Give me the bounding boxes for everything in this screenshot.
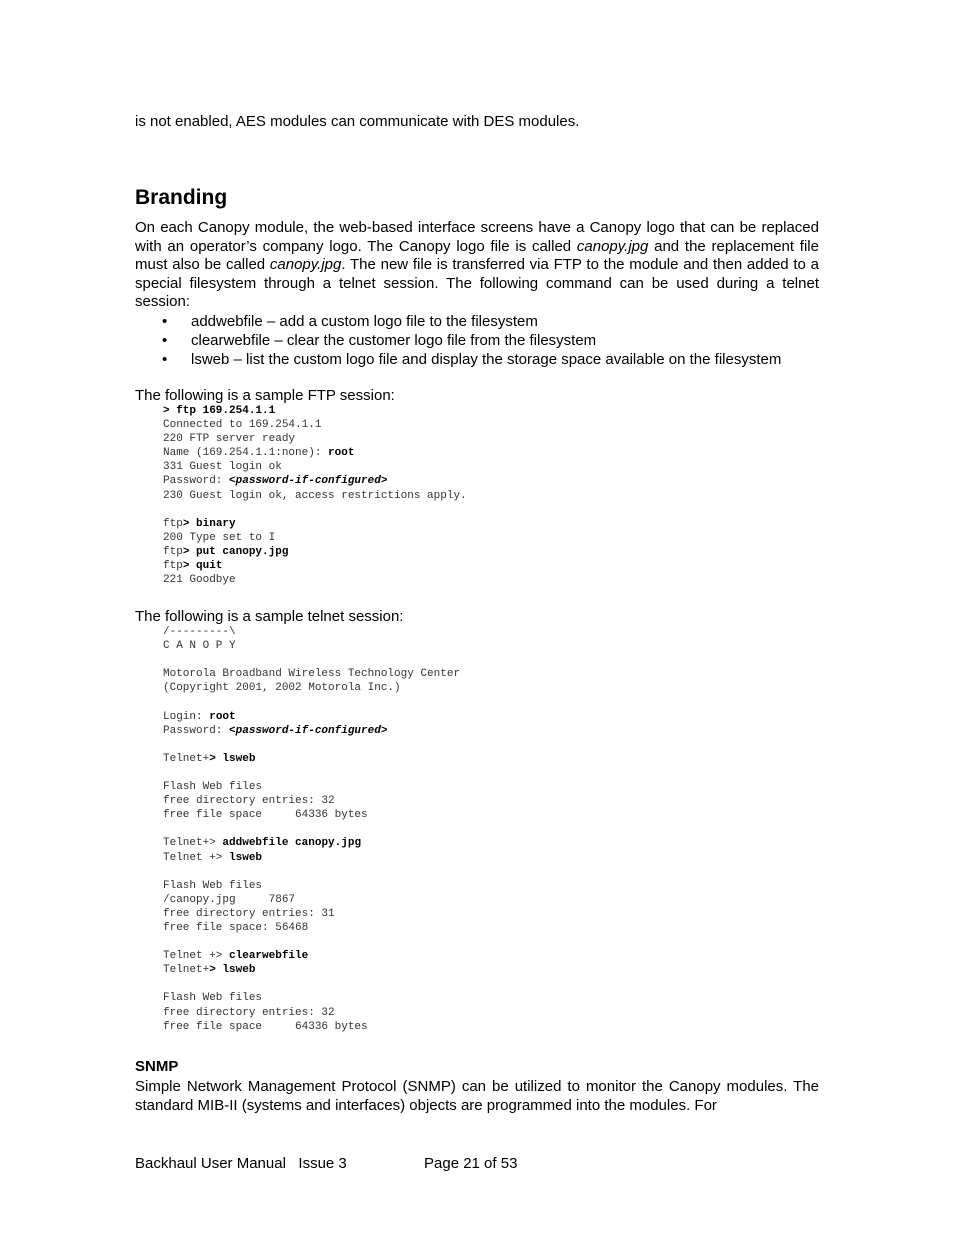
- code-output: Flash Web files: [163, 781, 263, 794]
- code-output: free directory entries: 32: [163, 1006, 335, 1019]
- footer-page-number: Page 21 of 53: [424, 1155, 518, 1172]
- code-output: Flash Web files: [163, 992, 263, 1005]
- code-command: root: [209, 710, 236, 723]
- code-command: > ftp 169.254.1.1: [163, 405, 276, 417]
- code-prompt: ftp: [163, 517, 183, 530]
- code-prompt: Telnet+>: [163, 837, 223, 850]
- list-item-text: lsweb – list the custom logo file and display the storage space available on the filesystem: [191, 351, 782, 368]
- ftp-session-lead: The following is a sample FTP session:: [135, 387, 395, 404]
- code-output: free file space 64336 bytes: [163, 809, 368, 822]
- list-item-text: addwebfile – add a custom logo file to the filesystem: [191, 313, 538, 330]
- branding-text-2: and the replacement file must also be called: [135, 237, 819, 274]
- branding-text-3: . The new file is transferred via FTP to the module and then added to a special filesystem through a telnet session. The following command can be used during a telnet session:: [135, 256, 819, 311]
- code-output: free file space: 56468: [163, 921, 309, 934]
- bullet-icon: •: [162, 313, 168, 330]
- code-output: Motorola Broadband Wireless Technology Center: [163, 668, 461, 681]
- code-output: Login:: [163, 710, 210, 723]
- code-command: > lsweb: [209, 752, 256, 765]
- code-command: > put canopy.jpg: [182, 545, 289, 558]
- code-placeholder: <password-if-configured>: [229, 475, 388, 488]
- code-output: 200 Type set to I: [163, 531, 276, 544]
- list-item: [135, 350, 781, 369]
- code-command: > binary: [182, 517, 236, 530]
- bullet-icon: •: [162, 351, 168, 368]
- code-output: 230 Guest login ok, access restrictions apply.: [163, 489, 467, 502]
- code-output: free directory entries: 31: [163, 907, 335, 920]
- code-output: /canopy.jpg 7867: [163, 893, 296, 906]
- branding-heading: Branding: [135, 186, 228, 209]
- code-output: free file space 64336 bytes: [163, 1020, 368, 1033]
- code-prompt: Telnet+: [163, 964, 210, 977]
- ftp-session-code: [163, 404, 467, 587]
- intro-line: is not enabled, AES modules can communicate with DES modules.: [135, 113, 580, 130]
- code-output: Name (169.254.1.1:none):: [163, 447, 329, 460]
- code-placeholder: <password-if-configured>: [229, 724, 388, 737]
- code-command: root: [328, 447, 355, 460]
- code-prompt: Telnet +>: [163, 950, 230, 963]
- command-list: [135, 312, 781, 369]
- filename-canopy-jpg: canopy.jpg: [269, 256, 342, 274]
- list-item: [135, 331, 781, 350]
- code-output: Password:: [163, 475, 230, 488]
- code-output: Connected to 169.254.1.1: [163, 419, 322, 432]
- code-output: 221 Goodbye: [163, 574, 236, 587]
- footer-manual-title: Backhaul User Manual Issue 3: [135, 1155, 347, 1172]
- code-output: free directory entries: 32: [163, 795, 335, 808]
- bullet-icon: •: [162, 332, 168, 349]
- branding-paragraph: [135, 219, 819, 312]
- code-prompt: ftp: [163, 545, 183, 558]
- filename-canopy-jpg: canopy.jpg: [576, 237, 649, 255]
- code-command: lsweb: [229, 851, 263, 864]
- code-command: > quit: [182, 560, 223, 573]
- code-output: Password:: [163, 724, 230, 737]
- code-output: C A N O P Y: [163, 640, 236, 653]
- branding-text-1: On each Canopy module, the web-based interface screens have a Canopy logo that can be replaced with an operator’s company logo. The Canopy logo file is called: [135, 219, 819, 255]
- snmp-heading: SNMP: [135, 1058, 179, 1075]
- code-output: 331 Guest login ok: [163, 461, 282, 474]
- code-prompt: Telnet+: [163, 752, 210, 765]
- code-output: 220 FTP server ready: [163, 433, 296, 446]
- telnet-session-lead: The following is a sample telnet session:: [135, 608, 404, 625]
- code-command: > lsweb: [209, 964, 256, 977]
- code-output: Flash Web files: [163, 879, 263, 892]
- code-command: addwebfile canopy.jpg: [222, 837, 362, 850]
- code-prompt: Telnet +>: [163, 851, 230, 864]
- list-item-text: clearwebfile – clear the customer logo file from the filesystem: [191, 332, 597, 349]
- telnet-session-code: [163, 625, 460, 1034]
- list-item: [135, 312, 781, 331]
- code-output: /---------\: [163, 626, 236, 638]
- code-command: clearwebfile: [229, 950, 309, 963]
- code-prompt: ftp: [163, 560, 183, 573]
- snmp-paragraph: Simple Network Management Protocol (SNMP) can be utilized to monitor the Canopy modules. The standard MIB-II (systems and interfaces) objects are programmed into the modules. For: [135, 1078, 819, 1114]
- code-output: (Copyright 2001, 2002 Motorola Inc.): [163, 682, 401, 695]
